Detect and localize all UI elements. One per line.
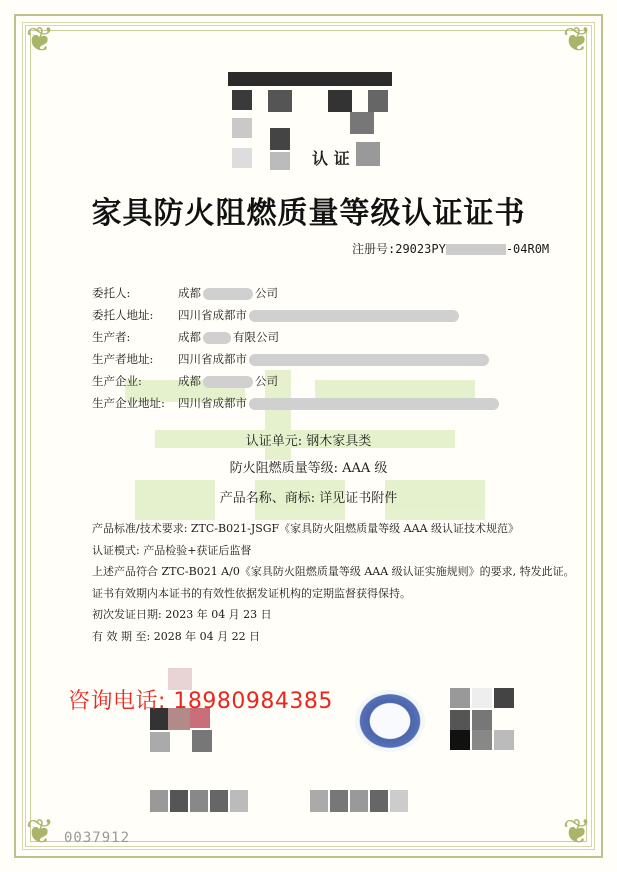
registration-suffix: -04R0M (505, 242, 550, 256)
info-key: 生产企业地址: (92, 396, 165, 410)
info-row (92, 326, 501, 348)
body-line: 上述产品符合 ZTC-B021 A/0《家具防火阻燃质量等级 AAA 级认证实施规则》的要求, 特发此证。 (92, 565, 575, 578)
redacted-footer (150, 790, 450, 814)
info-value: 四川省成都市 (178, 352, 247, 366)
info-row (92, 304, 501, 326)
body-line: 认证模式: 产品检验+获证后监督 (92, 543, 252, 557)
info-key: 委托人: (92, 286, 131, 300)
registration-label: 注册号: (352, 242, 396, 256)
certificate-body (92, 518, 575, 647)
info-key: 生产者: (92, 330, 131, 344)
expiry-date: 有 效 期 至: 2028 年 04 月 22 日 (92, 629, 261, 643)
body-line: 产品标准/技术要求: ZTC-B021-JSGF《家具防火阻燃质量等级 AAA 级认证技术规范》 (92, 522, 520, 535)
contact-phone: 咨询电话: 18980984385 (68, 689, 333, 714)
info-tail: 有限公司 (233, 330, 279, 344)
issue-date: 初次发证日期: 2023 年 04 月 23 日 (92, 608, 272, 621)
info-key: 委托人地址: (92, 308, 154, 322)
info-row (92, 348, 501, 370)
logo (228, 72, 392, 170)
info-tail: 公司 (255, 374, 278, 388)
serial-number: 0037912 (64, 830, 131, 846)
certificate-title: 家具防火阻燃质量等级认证证书 (91, 196, 526, 231)
info-row (92, 282, 501, 304)
ornament-icon: ❦ (562, 812, 592, 852)
info-key: 生产者地址: (92, 352, 154, 366)
logo-text: 认 证 (312, 149, 350, 168)
registration-number (352, 240, 549, 257)
info-tail: 公司 (255, 286, 278, 300)
info-row (92, 370, 501, 392)
info-value: 成都 (178, 330, 201, 344)
info-value: 成都 (178, 374, 201, 388)
certification-unit: 认证单元: 钢木家具类 (245, 434, 372, 449)
seal-icon (355, 690, 425, 752)
ornament-icon: ❦ (25, 20, 55, 60)
fire-retardant-grade: 防火阻燃质量等级: AAA 级 (229, 461, 388, 476)
info-row (92, 392, 501, 414)
info-value: 成都 (178, 286, 201, 300)
info-key: 生产企业: (92, 374, 142, 388)
applicant-info (92, 282, 501, 414)
qr-code-blurred (448, 688, 518, 752)
body-line: 证书有效期内本证书的有效性依据发证机构的定期监督获得保持。 (92, 586, 411, 600)
registration-prefix: 29023PY (395, 242, 446, 256)
product-name: 产品名称、商标: 详见证书附件 (219, 491, 398, 506)
ornament-icon: ❦ (562, 20, 592, 60)
ornament-icon: ❦ (25, 812, 55, 852)
info-value: 四川省成都市 (178, 396, 247, 410)
info-value: 四川省成都市 (178, 308, 247, 322)
